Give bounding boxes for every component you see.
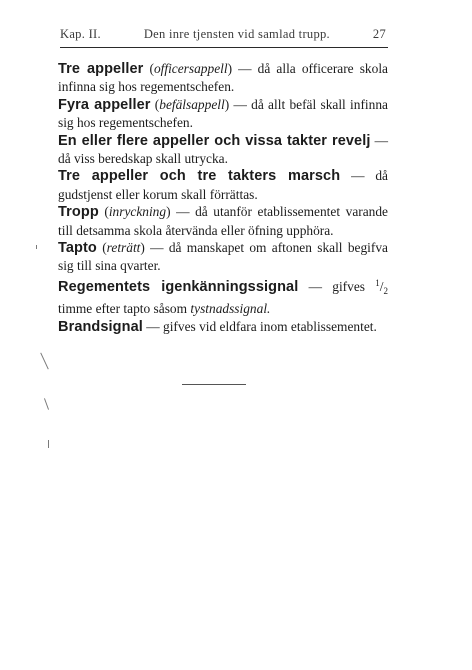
signal-gloss: tystnadssignal.: [190, 301, 271, 317]
dash: —: [150, 240, 164, 256]
signal-entry: [58, 318, 388, 336]
signal-entry: [58, 132, 388, 168]
dash: —: [374, 132, 388, 148]
margin-mark: [44, 398, 49, 410]
signal-entry: Fyra appeller (befälsappell) — då allt befäl skall infinna sig hos regementschefen.: [58, 96, 388, 131]
signal-text: då viss beredskap skall utrycka.: [58, 151, 228, 167]
signal-gloss: officersappell: [153, 61, 228, 76]
signal-term: Fyra appeller: [58, 96, 151, 113]
signal-term: Brandsignal: [58, 318, 143, 335]
margin-mark: [48, 440, 49, 448]
fraction-denominator: 2: [383, 285, 388, 296]
signal-gloss: befälsappell: [159, 96, 225, 112]
signal-text: då manskapet om aftonen skall begifva sig till sina qvarter.: [58, 240, 388, 274]
signal-entry: Regementets igenkänningssignal — gifves $^1/_2$ timme efter tapto såsom tystnadssignal.: [58, 277, 388, 317]
dash: —: [308, 278, 322, 294]
margin-mark: [36, 245, 37, 249]
margin-mark: [40, 353, 49, 370]
page-number: 27: [372, 27, 386, 41]
page-body: [58, 60, 388, 336]
running-header: [60, 27, 386, 42]
running-title: Den inre tjensten vid samlad trupp.: [143, 27, 330, 41]
signal-entry: [58, 167, 388, 203]
signal-entry: Tropp (inryckning) — då utanför etablissementet varande till detsamma skola återvända eller öfning upphöra.: [58, 204, 388, 238]
dash: —: [238, 61, 252, 76]
dash: —: [176, 204, 190, 220]
signal-entry: Tapto (reträtt) — då manskapet om aftonen skall begifva sig till sina qvarter.: [58, 240, 388, 274]
signal-text: då utanför etablissementet varande till detsamma skola återvända eller öfning upphöra.: [58, 204, 388, 238]
signal-term: Regementets igenkänningssignal: [58, 278, 299, 295]
signal-gloss: reträtt: [106, 240, 141, 256]
signal-text: då alla officerare skola infinna sig hos regementschefen.: [58, 61, 388, 95]
signal-term: Tre appeller och tre takters marsch: [58, 168, 341, 185]
dash: —: [351, 168, 365, 184]
signal-term: Tropp: [58, 204, 99, 221]
dash: —: [233, 96, 247, 112]
header-rule: [60, 47, 388, 48]
signal-term: Tapto: [58, 240, 97, 257]
chapter-label: Kap. II.: [60, 27, 101, 41]
signal-term: En eller flere appeller och vissa takter revelj: [58, 132, 371, 149]
signal-text: då gudstjenst eller korum skall förrättas.: [58, 168, 388, 202]
signal-text: gifves vid eldfara inom etablissementet.: [163, 318, 377, 334]
signal-text: då allt befäl skall infinna sig hos regementschefen.: [58, 96, 388, 131]
fraction-numerator: 1: [375, 277, 380, 288]
section-end-rule: [182, 384, 246, 385]
signal-entry: Tre appeller (officersappell) — då alla officerare skola infinna sig hos regementschefen.: [58, 61, 388, 95]
signal-text: gifves: [332, 278, 365, 294]
signal-gloss: inryckning: [108, 204, 167, 220]
signal-text: timme efter tapto såsom: [58, 301, 188, 317]
dash: —: [146, 318, 160, 334]
signal-term: Tre appeller: [58, 61, 144, 77]
